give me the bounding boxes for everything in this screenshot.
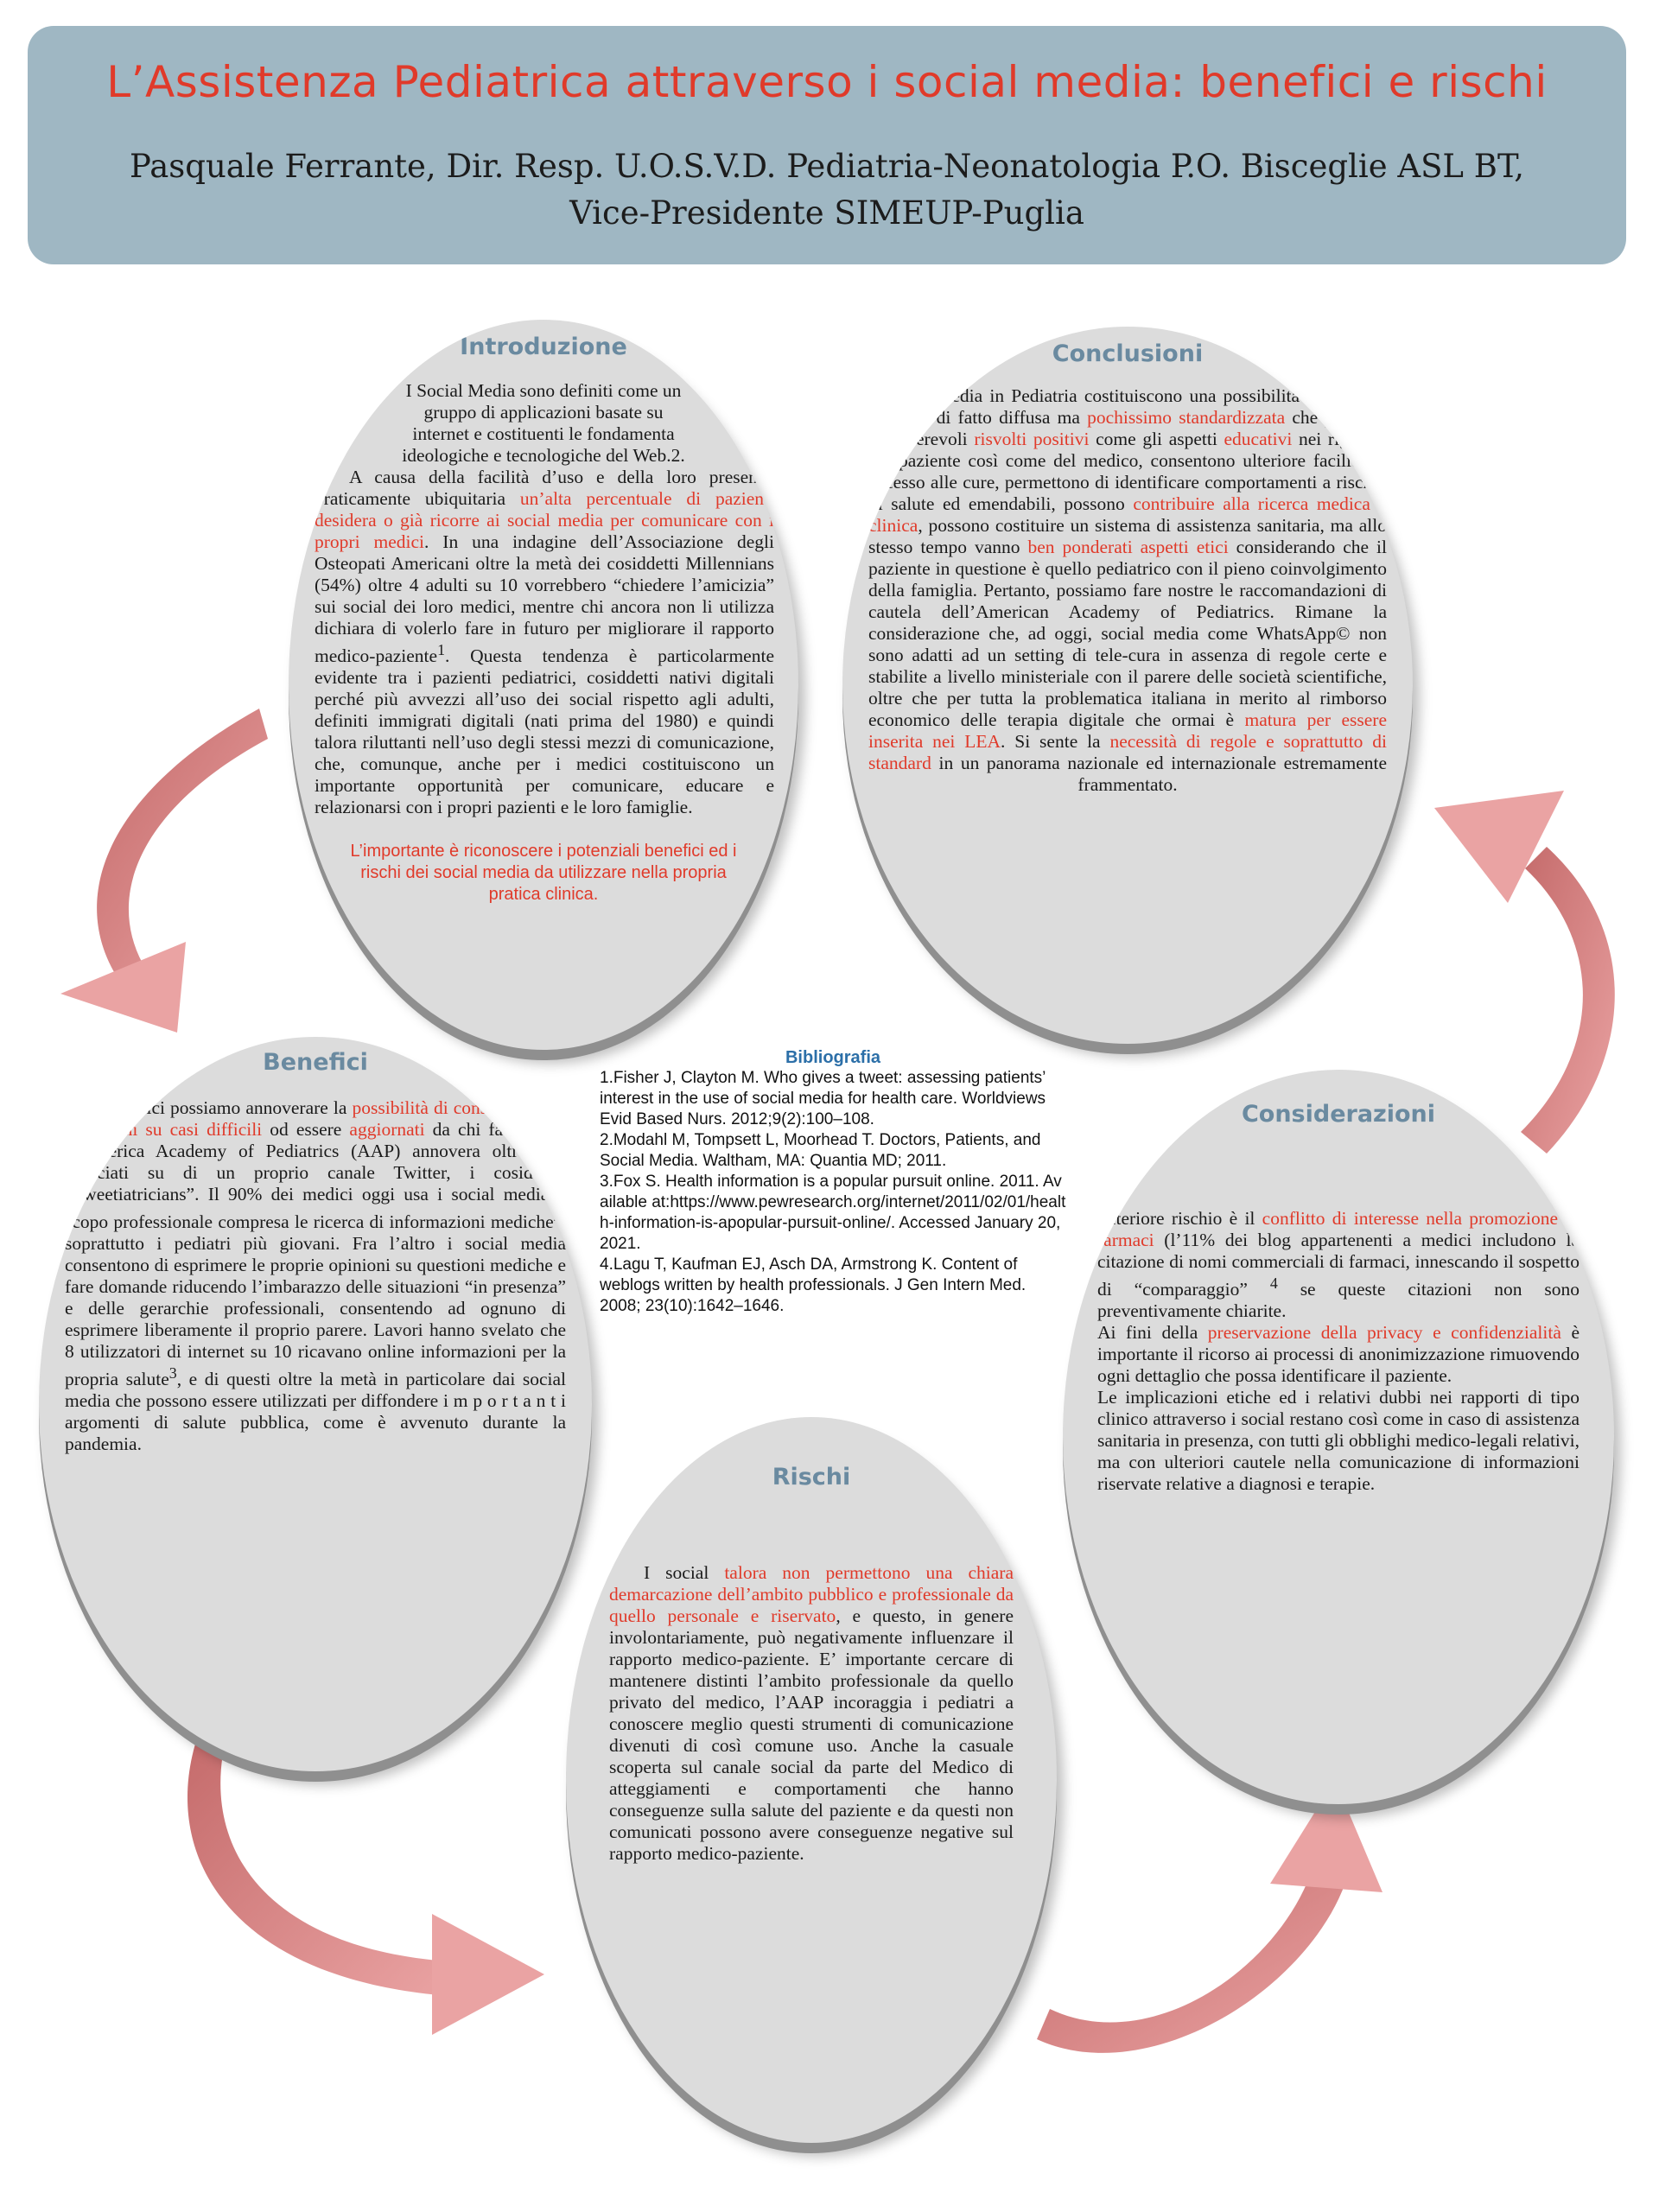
arrow-rischi-to-considerazioni: [1037, 1780, 1382, 2053]
bibliografia-section: [600, 1047, 1066, 1317]
considerazioni-paragraph-1: Ulteriore rischio è il conflitto di interesse nella promozione di farmaci (l’11% dei blog appartenenti a medici includono la citazione di nomi commerciali di farmaci, innescando il sospetto di “comparaggio” $^4$ se queste citazioni non sono preventivamente chiarite.: [1097, 1208, 1580, 1322]
introduzione-title: Introduzione: [460, 334, 627, 360]
considerazioni-section: [1063, 1070, 1614, 1804]
introduzione-paragraph-2: A causa della facilità d’uso e della loro presenza praticamente ubiquitaria un’alta percentuale di pazienti desidera o già ricorre ai social media per comunicare con i propri medici. In una indagine dell’Associazione degli Osteopati Americani oltre la metà dei cosiddetti Millennians (54%) oltre 4 adulti su 10 vorrebbero “chiedere l’amicizia” sui social dei loro medici, mentre chi ancora non li utilizza dichiara di volerlo fare in futuro per migliorare il rapporto medico-paziente$^1$. Questa tendenza è particolarmente evidente tra i pazienti pediatrici, cosiddetti nativi digitali perché più avvezzi all’uso dei social rispetto agli adulti, definiti immigrati digitali (nati prima del 1980) e quindi talora riluttanti nell’uso degli stessi mezzi di comunicazione, che, comunque, anche per i medici costituiscono un importante opportunità per comunicare, educare e relazionarsi con i propri pazienti e le loro famiglie.: [315, 467, 774, 818]
conclusioni-section: [842, 327, 1413, 1044]
reference-2: 2.Modahl M, Tompsett L, Moorhead T. Doctors, Patients, and Social Media. Waltham, MA: Quantia MD; 2011.: [600, 1131, 1041, 1170]
introduzione-paragraph-1: I Social Media sono definiti come un gruppo di applicazioni basate su internet e costituenti le fondamenta ideologiche e tecnologiche del Web.2.: [402, 380, 685, 466]
rischi-section: [566, 1417, 1057, 2143]
considerazioni-title: Considerazioni: [1241, 1101, 1436, 1128]
conclusioni-body: [842, 385, 1413, 796]
bibliografia-title: Bibliografia: [785, 1048, 880, 1067]
benefici-paragraph: Fra i benefici possiamo annoverare la possibilità di consultarsi con i colleghi su casi difficili od essere aggiornati da chi fa ricerca. L’America Academy of Pediatrics (AAP) annovera oltre 700 associati su di un proprio canale Twitter, i cosiddetti “Tweetiatricians”. Il 90% dei medici oggi usa i social media a scopo professionale compresa le ricerca di informazioni mediche$^2$, soprattutto i pediatri più giovani. Fra l’altro i social media consentono di esprimere le proprie opinioni su questioni mediche e fare domande riducendo l’imbarazzo delle situazioni “in presenza” e delle gerarchie professionali, consentendo ad ognuno di esprimere liberamente il proprio parere. Lavori hanno svelato che 8 utilizzatori di internet su 10 ricavano online informazioni per la propria salute$^3$, e di questi oltre la metà in particolare dai social media che possono essere utilizzati per diffondere i m p o r t a n t i argomenti di salute pubblica, come è avvenuto durante la pandemia.: [65, 1097, 566, 1455]
authors-line-2: Vice-Presidente SIMEUP-Puglia: [569, 194, 1084, 232]
rischi-title: Rischi: [772, 1464, 851, 1491]
considerazioni-paragraph-3: Le implicazioni etiche ed i relativi dubbi nei rapporti di tipo clinico attraverso i social restano così come in caso di assistenza sanitaria in presenza, con tutti gli obblighi medico-legali relativi, ma con ulteriori cautele nella comunicazione di informazioni riservate relative a diagnosi e terapie.: [1097, 1387, 1580, 1495]
introduzione-closing: L’importante è riconoscere i potenziali benefici ed i rischi dei social media da utilizzare nella propria pratica clinica.: [350, 842, 737, 905]
introduzione-section: [289, 320, 798, 1050]
arrow-intro-to-benefici: [60, 709, 268, 1033]
reference-1: 1.Fisher J, Clayton M. Who gives a tweet: assessing patients’ interest in the use of social media for health care. Worldviews Evid Based Nurs. 2012;9(2):100–108.: [600, 1069, 1046, 1128]
rischi-body: [566, 1562, 1057, 1865]
conclusioni-paragraph: I Social Media in Pediatria costituiscono una possibilità di sanità a distanza di fatto diffusa ma pochissimo standardizzata che presenta innumerevoli risvolti positivi come gli aspetti educativi nei riguardi del paziente così come del medico, consentono ulteriore facilità di accesso alle cure, permettono di identificare comportamenti a rischio di salute ed emendabili, possono contribuire alla ricerca medica e clinica, possono costituire un sistema di assistenza sanitaria, ma allo stesso tempo vanno ben ponderati aspetti etici considerando che il paziente in questione è quello pediatrico con il pieno coinvolgimento della famiglia. Pertanto, possiamo fare nostre le raccomandazioni di cautela dell’American Academy of Pediatrics. Rimane la considerazione che, ad oggi, social media come WhatsApp© non sono adatti ad un setting di tele-cura in assenza di regole certe e stabilite a livello ministeriale con il parere delle società scientifiche, oltre che per tutta la problematica italiana in merito al rimborso economico delle terapia digitale che ormai è matura per essere inserita nei LEA. Si sente la necessità di regole e soprattutto di standard in un panorama nazionale ed internazionale estremamente frammentato.: [868, 385, 1388, 795]
reference-4: 4.Lagu T, Kaufman EJ, Asch DA, Armstrong K. Content of weblogs written by health professionals. J Gen Intern Med. 2008; 23(10):1642–1646.: [600, 1255, 1027, 1315]
introduzione-body: [289, 380, 798, 906]
rischi-paragraph: I social talora non permettono una chiara demarcazione dell’ambito pubblico e professionale da quello personale e riservato, e questo, in genere involontariamente, può negativamente influenzare il rapporto medico-paziente. E’ importante cercare di mantenere distinti l’ambito professionale da quello privato del medico, l’AAP incoraggia i pediatri a conoscere meglio questi strumenti di comunicazione divenuti di così comune uso. Anche la casuale scoperta sul canale social da parte del Medico di atteggiamenti e comportamenti che hanno conseguenze sulla salute del paziente e da questi non comunicati possono avere conseguenze negative sul rapporto medico-paziente.: [609, 1562, 1014, 1864]
benefici-section: [39, 1037, 592, 1771]
considerazioni-body: [1063, 1208, 1614, 1495]
arrow-considerazioni-to-conclusioni: [1434, 791, 1615, 1154]
arrow-benefici-to-rischi: [188, 1728, 544, 2035]
benefici-body: [39, 1097, 592, 1455]
considerazioni-paragraph-2: Ai fini della preservazione della privacy e confidenzialità è importante il ricorso ai processi di anonimizzazione rimuovendo ogni dettaglio che possa identificare il paziente.: [1097, 1322, 1580, 1387]
conclusioni-title: Conclusioni: [1052, 340, 1204, 367]
authors-line-1: Pasquale Ferrante, Dir. Resp. U.O.S.V.D. Pediatria-Neonatologia P.O. Bisceglie ASL BT,: [130, 148, 1524, 185]
reference-3: 3.Fox S. Health information is a popular pursuit online. 2011. Available at:https://www.pewresearch.org/internet/2011/02/01/health-information-is-apopular-pursuit-online/. Accessed January 20, 2021.: [600, 1173, 1066, 1253]
benefici-title: Benefici: [263, 1049, 368, 1076]
poster-title: L’Assistenza Pediatrica attraverso i social media: benefici e rischi: [106, 57, 1548, 107]
